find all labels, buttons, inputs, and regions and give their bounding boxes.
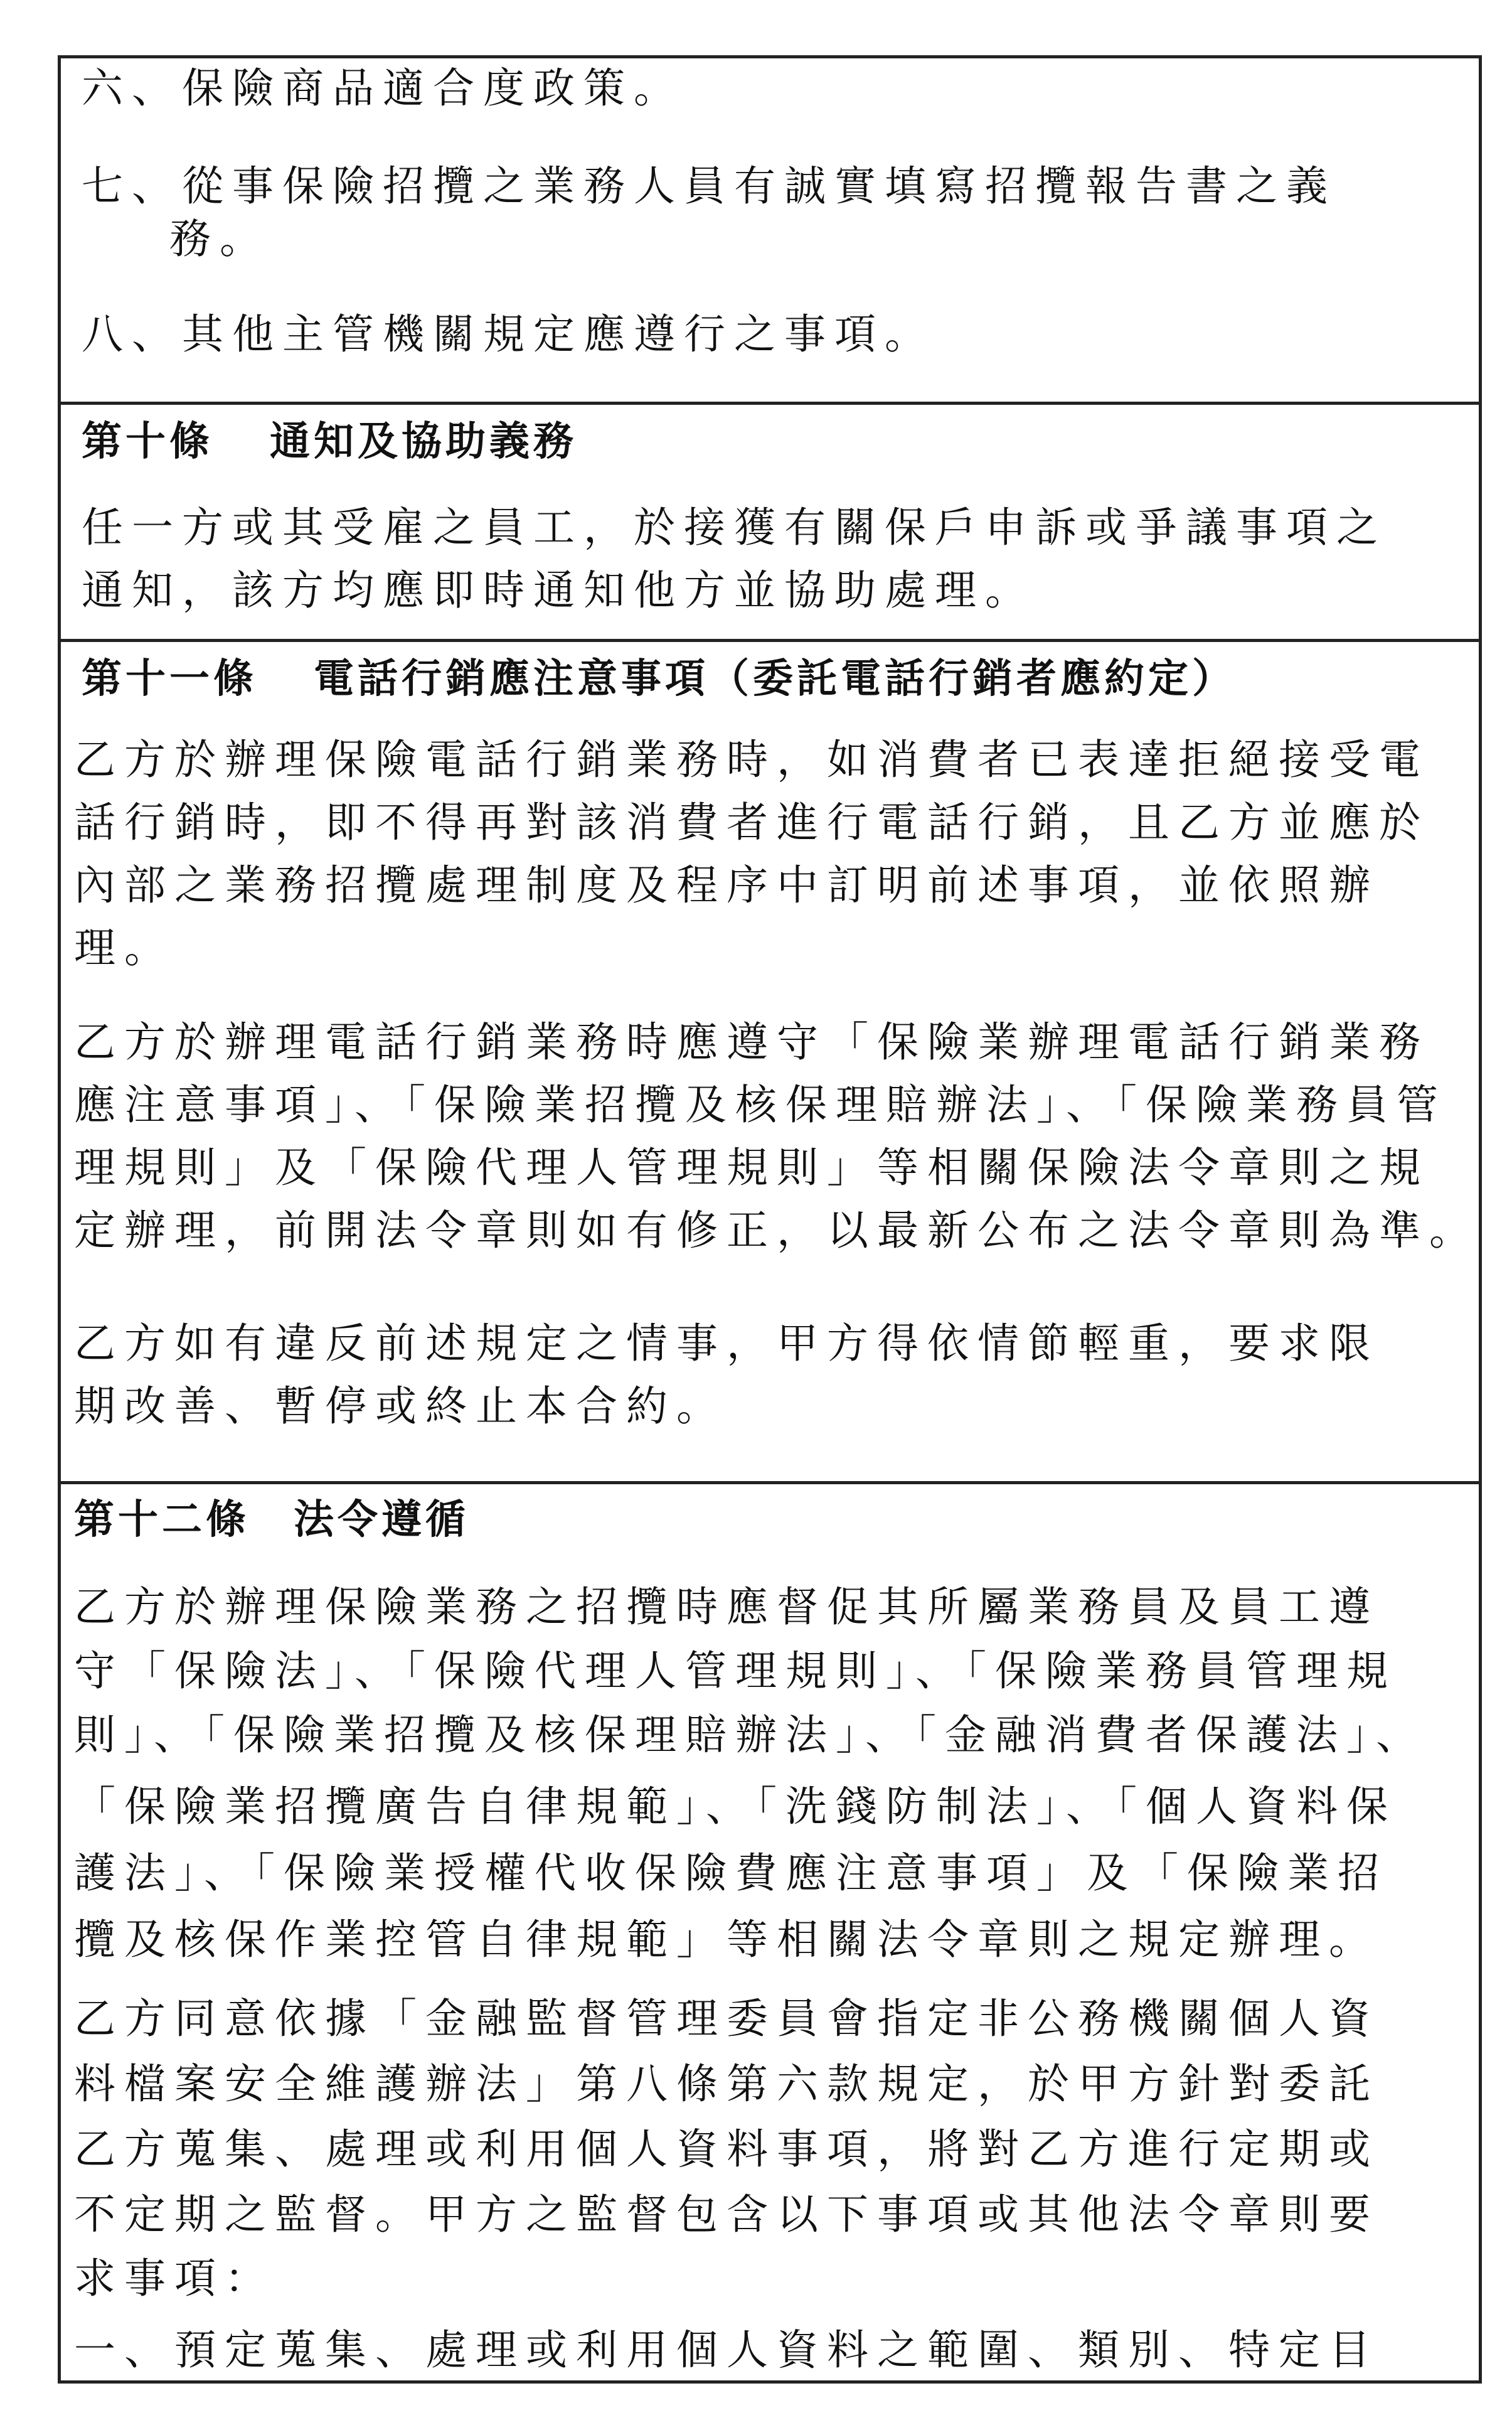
article-10-line: 任一方或其受雇之員工，於接獲有關保戶申訴或爭議事項之 xyxy=(82,503,1387,552)
article-11-line: 乙方如有違反前述規定之情事，甲方得依情節輕重，要求限 xyxy=(74,1319,1379,1367)
article-12-line: 求事項： xyxy=(74,2254,275,2303)
list-item-8: 八、其他主管機關規定應遵行之事項。 xyxy=(82,310,935,358)
article-11-line: 理。 xyxy=(74,924,174,972)
article-11-line: 乙方於辦理電話行銷業務時應遵守「保險業辦理電話行銷業務 xyxy=(74,1018,1429,1066)
article-10-number: 第十條 xyxy=(82,419,213,465)
list-item-7-cont: 務。 xyxy=(169,215,270,263)
article-12-line: 護法」、「保險業授權代收保險費應注意事項」及「保險業招 xyxy=(74,1849,1388,1897)
article-12-line: 乙方於辦理保險業務之招攬時應督促其所屬業務員及員工遵 xyxy=(74,1583,1379,1631)
article-11-line: 應注意事項」、「保險業招攬及核保理賠辦法」、「保險業務員管 xyxy=(74,1081,1447,1129)
list-item-6: 六、保險商品適合度政策。 xyxy=(82,64,684,112)
article-11-number: 第十一條 xyxy=(82,656,257,702)
article-12-number: 第十二條 xyxy=(74,1497,250,1543)
article-12-line: 料檔案安全維護辦法」第八條第六款規定，於甲方針對委託 xyxy=(74,2060,1379,2108)
article-12-line: 乙方蒐集、處理或利用個人資料事項，將對乙方進行定期或 xyxy=(74,2125,1379,2173)
article-12-title: 法令遵循 xyxy=(294,1497,469,1543)
article-12-line: 則」、「保險業招攬及核保理賠辦法」、「金融消費者保護法」、 xyxy=(74,1711,1426,1759)
article-11-title: 電話行銷應注意事項（委託電話行銷者應約定） xyxy=(314,656,1236,702)
article-11-line: 內部之業務招攬處理制度及程序中訂明前述事項，並依照辦 xyxy=(74,861,1379,909)
article-12-heading xyxy=(74,1497,469,1543)
article-10-title: 通知及協助義務 xyxy=(270,419,577,465)
article-10-line: 通知，該方均應即時通知他方並協助處理。 xyxy=(82,566,1035,614)
article-12-line: 守「保險法」、「保險代理人管理規則」、「保險業務員管理規 xyxy=(74,1647,1397,1695)
article-12-line: 一、預定蒐集、處理或利用個人資料之範圍、類別、特定目 xyxy=(74,2326,1379,2374)
article-11-line: 定辦理，前開法令章則如有修正，以最新公布之法令章則為準。 xyxy=(74,1206,1479,1255)
article-11-line: 期改善、暫停或終止本合約。 xyxy=(74,1382,727,1430)
article-11-line: 乙方於辦理保險電話行銷業務時，如消費者已表達拒絕接受電 xyxy=(74,736,1429,784)
article-10-heading xyxy=(82,419,577,465)
article-12-line: 乙方同意依據「金融監督管理委員會指定非公務機關個人資 xyxy=(74,1994,1379,2043)
article-12-line: 「保險業招攬廣告自律規範」、「洗錢防制法」、「個人資料保 xyxy=(74,1782,1397,1831)
list-item-7: 七、從事保險招攬之業務人員有誠實填寫招攬報告書之義 xyxy=(82,162,1336,210)
article-11-heading xyxy=(82,656,1236,702)
article-11-line: 理規則」及「保險代理人管理規則」等相關保險法令章則之規 xyxy=(74,1143,1429,1192)
article-11-line: 話行銷時，即不得再對該消費者進行電話行銷，且乙方並應於 xyxy=(74,798,1429,847)
article-12-line: 攬及核保作業控管自律規範」等相關法令章則之規定辦理。 xyxy=(74,1915,1379,1964)
article-12-line: 不定期之監督。甲方之監督包含以下事項或其他法令章則要 xyxy=(74,2190,1379,2239)
